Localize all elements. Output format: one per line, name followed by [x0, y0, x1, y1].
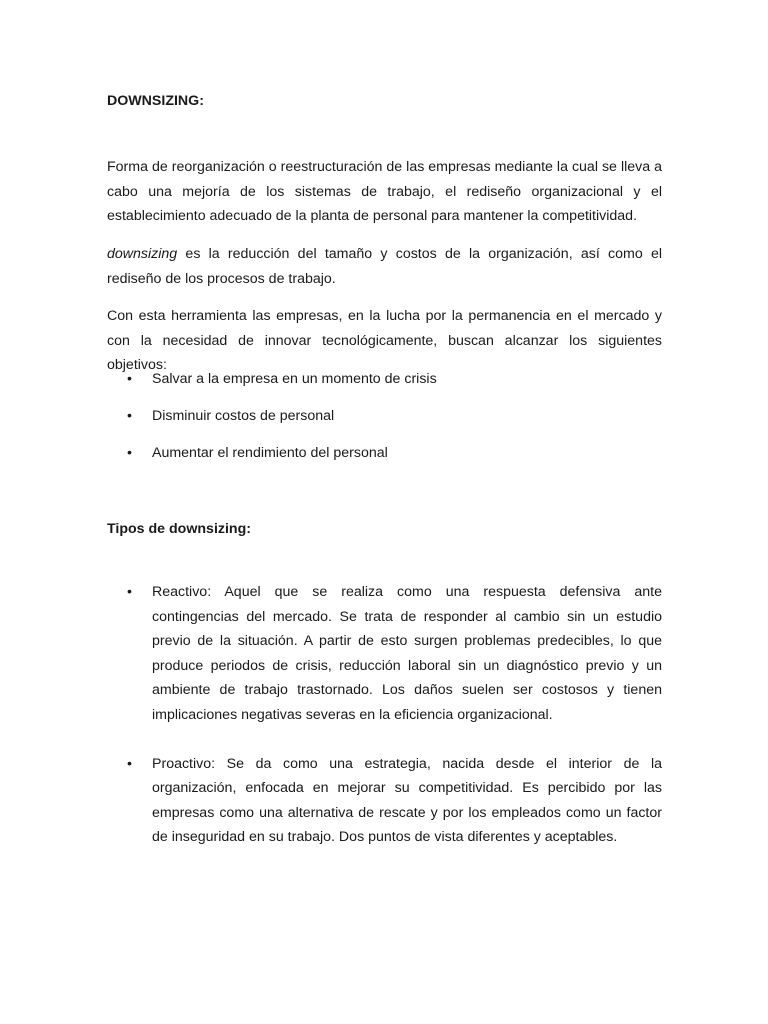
- list-item: [107, 752, 662, 850]
- objectives-list: [107, 367, 662, 479]
- definition-paragraph: Forma de reorganización o reestructuración de las empresas mediante la cual se lleva a cabo una mejoría de los sistemas de trabajo, el rediseño organizacional y el establecimiento adecuado de la planta de personal para mantener la competitividad.: [107, 159, 662, 225]
- downsizing-term: downsizing: [107, 246, 178, 262]
- list-item: [107, 367, 662, 392]
- bullet-icon: •: [127, 584, 132, 600]
- type-reactivo-text: Reactivo: Aquel que se realiza como una respuesta defensiva ante contingencias del mercado. Se trata de responder al cambio sin un estudio previo de la situación. A partir de esto surgen problemas predecibles, lo que produce periodos de crisis, reducción laboral sin un diagnóstico previo y un ambiente de trabajo trastornado. Los daños suelen ser costosos y tienen implicaciones negativas severas en la eficiencia organizacional.: [152, 584, 662, 723]
- bullet-icon: •: [127, 755, 132, 772]
- downsizing-definition-text: es la reducción del tamaño y costos de la organización, así como el rediseño de los procesos de trabajo.: [107, 246, 662, 287]
- objectives-intro-paragraph: Con esta herramienta las empresas, en la lucha por la permanencia en el mercado y con la necesidad de innovar tecnológicamente, buscan alcanzar los siguientes objetivos:: [107, 308, 662, 374]
- objective-text: Salvar a la empresa en un momento de crisis: [152, 371, 437, 387]
- list-item: [107, 441, 662, 466]
- types-heading: Tipos de downsizing:: [107, 521, 251, 537]
- bullet-icon: •: [127, 371, 132, 387]
- objective-text: Disminuir costos de personal: [152, 408, 335, 425]
- types-list: [107, 580, 662, 850]
- document-title: DOWNSIZING:: [107, 93, 204, 109]
- list-item: [107, 404, 662, 429]
- bullet-icon: •: [127, 445, 132, 462]
- type-proactivo-text: Proactivo: Se da como una estrategia, nacida desde el interior de la organización, enfocada en mejorar su competitividad. Es percibido por las empresas como una alternativa de rescate y por los empleados como un factor de inseguridad en su trabajo. Dos puntos de vista diferentes y aceptables.: [152, 755, 662, 846]
- list-item: [107, 580, 662, 728]
- bullet-icon: •: [127, 408, 132, 425]
- downsizing-definition-paragraph: [107, 242, 662, 291]
- objective-text: Aumentar el rendimiento del personal: [152, 445, 388, 462]
